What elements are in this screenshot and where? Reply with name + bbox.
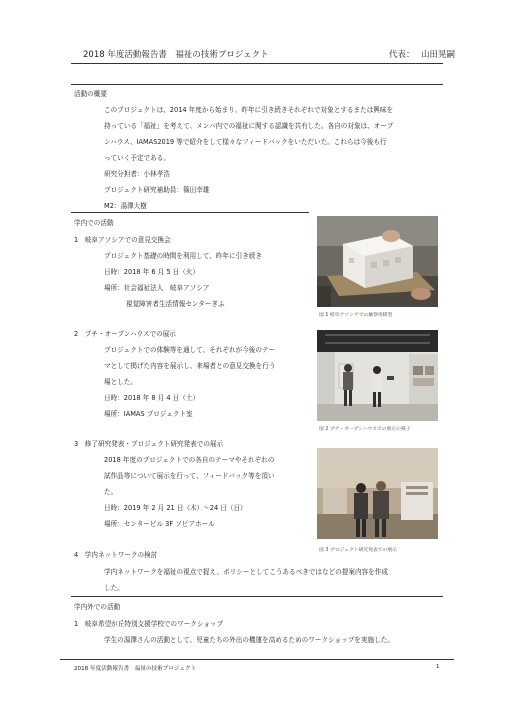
external-item1-line: 学生の湯澤さんの活動として、児童たちの外出の機運を高めるためのワークショップを実施した。: [104, 636, 394, 644]
item3-title: 3 修了研究発表・プロジェクト研究発表での展示: [74, 440, 224, 448]
header-divider: [71, 63, 443, 64]
internal-top-rule: [71, 212, 309, 213]
representative-label: 代表：: [389, 50, 415, 60]
item2-line-1: プロジェクトでの体験等を通して、それぞれが今後のテー: [104, 346, 276, 354]
staff-coresearcher: 研究分担者：小林孝浩: [104, 170, 170, 178]
item2-date: 日時：2018 年 8 月 4 日（土）: [104, 394, 199, 402]
figure1-caption: 図 1 岐阜アソシアでの触察用模型: [319, 313, 393, 318]
staff-student: M2：湯澤大樹: [104, 202, 147, 210]
overview-line-4: っていく予定である。: [104, 154, 170, 162]
item4-line-2: した。: [104, 584, 124, 592]
figure2-caption: 図 2 プチ・オープンハウスでの展示の様子: [319, 427, 411, 432]
external-item1-title: 1 岐阜希望が丘特別支援学校でのワークショップ: [74, 620, 224, 628]
item4-title: 4 学内ネットワークの検討: [74, 551, 158, 559]
item3-line-3: た。: [104, 488, 118, 496]
figure2-photo: [317, 330, 438, 421]
item2-line-3: 場とした。: [104, 378, 137, 386]
overview-line-1: このプロジェクトは、2014 年度から始まり、昨年に引き続きそれぞれで対象とするまたは興味を: [104, 106, 394, 114]
item4-line-1: 学内ネットワークを福祉の視点で捉え、ポリシーとしてこうあるべきではなどの提案内容を作成: [104, 568, 388, 576]
item3-line-2: 試作品等について展示を行って、フィードバック等を頂い: [104, 472, 275, 480]
overview-line-2: 持っている「福祉」を考えて、メンバ内での福祉に関する認識を共有した。各自の対象は、オープ: [104, 122, 394, 130]
figure3-caption: 図 3 プロジェクト研究発表での展示: [319, 548, 397, 553]
item2-line-2: マとして掲げた内容を展示し、来場者との意見交換を行う: [104, 362, 276, 370]
item1-date: 日時：2018 年 6 月 5 日（火）: [104, 268, 199, 276]
footer-divider: [60, 659, 454, 660]
item3-place: 場所：センタービル 3F ソピアホール: [104, 520, 215, 528]
external-heading: 学内外での活動: [74, 603, 121, 611]
internal-heading: 学内での活動: [74, 219, 114, 227]
external-top-rule: [71, 596, 443, 597]
item2-title: 2 プチ・オープンハウスでの展示: [74, 330, 176, 338]
representative-name: 山田晃嗣: [421, 50, 456, 60]
overview-top-rule: [71, 84, 443, 85]
item1-line-1: プロジェクト基礎の時間を利用して、昨年に引き続き: [104, 252, 262, 260]
item2-place: 場所：IAMAS プロジェクト室: [104, 410, 193, 418]
footer-title: 2018 年度活動報告書 福祉の技術プロジェクト: [74, 666, 197, 672]
overview-heading: 活動の概要: [74, 90, 107, 98]
staff-assistant: プロジェクト研究補助員：篠田幸雄: [104, 186, 210, 194]
item1-title: 1 岐阜アソシアでの意見交換会: [74, 236, 171, 244]
item1-place-2: 視覚障害者生活情報センターぎふ: [126, 300, 225, 308]
item1-place: 場所：社会福祉法人 岐阜アソシア: [104, 284, 210, 292]
figure1-photo: [317, 216, 438, 307]
item3-line-1: 2018 年度のプロジェクトでの各自のテーマやそれぞれの: [104, 456, 275, 464]
overview-line-3: ンハウス、IAMAS2019 等で紹介をして様々なフィードバックをいただいた。これらは今後も行: [104, 138, 387, 146]
figure3-photo: [317, 448, 438, 539]
page-number: 1: [436, 664, 440, 670]
item3-date: 日時：2019 年 2 月 21 日（木）～24 日（日）: [104, 504, 247, 512]
report-header-title: 2018 年度活動報告書 福祉の技術プロジェクト: [83, 50, 269, 60]
